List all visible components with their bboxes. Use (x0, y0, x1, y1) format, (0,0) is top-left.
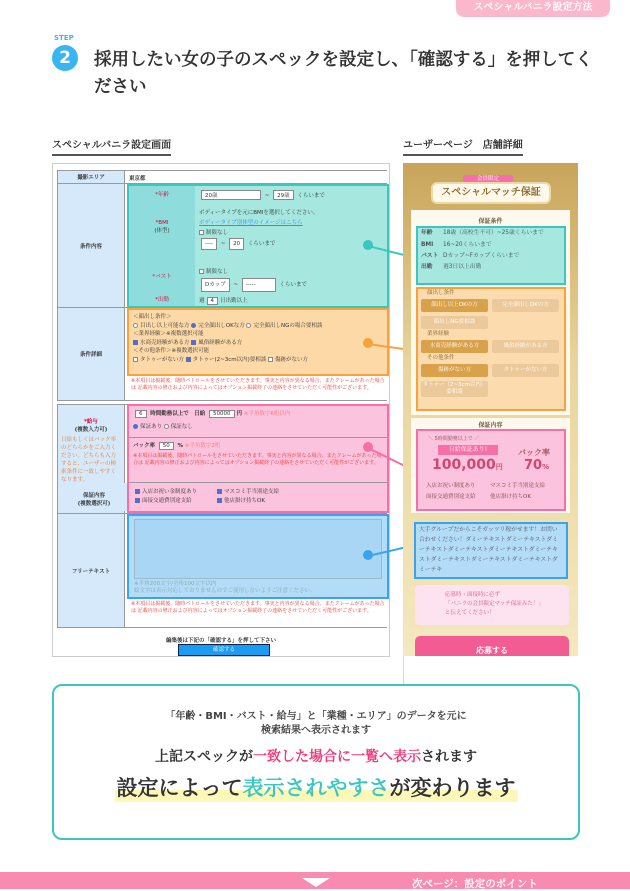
face-chip: 顔出し以上OKの方 (421, 299, 488, 312)
bmi-no-limit-checkbox[interactable]: 制限なし (206, 230, 229, 236)
message-line: 「バニラの会員限定マッチ保証みた！」 (445, 601, 544, 607)
perk: 他店掛け持ちOK (490, 494, 531, 500)
cond-key: BMI (421, 242, 434, 248)
detail-label: 条件詳細 (57, 308, 125, 400)
phone-conditions (416, 226, 566, 285)
cond-value: Dカップ~Fカップくらいまで (443, 253, 520, 259)
info-line4a: 設定によって (116, 776, 243, 800)
phone-free-text: 大手グループだからこそガッツリ稼がせます！お問い合わせください！ダミーテキストダミーテキストダミーテキストダミーテキストダミーテキストダミーテキストダミーテキストダミーテキストダミーテキストダミーテキ (414, 522, 568, 579)
info-line2: 検索結果へ表示されます (261, 725, 371, 736)
conditions-label: 条件内容 (57, 184, 125, 307)
step-label: STEP (54, 34, 74, 42)
age-to-select[interactable]: 29歳 (273, 190, 294, 200)
perk: マスコミ手当別途支給 (490, 483, 546, 489)
no-guarantee-radio[interactable]: 保証なし (170, 424, 193, 430)
guarantee-radio[interactable]: 保証あり (140, 424, 163, 430)
other-chip: 傷跡がない方 (421, 364, 488, 377)
other-chip: タトゥーがない方 (492, 364, 559, 377)
info-box (52, 684, 580, 840)
cond-value: 16~20くらいまで (443, 242, 492, 248)
face-option[interactable]: 完全顔出しNGの場合要相談 (253, 322, 323, 329)
attend-suffix: 日出勤以上 (220, 298, 248, 304)
next-page-link[interactable]: 次ページ：設定のポイント (412, 878, 538, 890)
face-heading: 顔出し条件 (427, 290, 455, 296)
info-line4c: が変わります (389, 776, 516, 800)
daily-note: ※半角数字6桁以内 (243, 411, 291, 417)
perk: 入店お祝い制度あり (426, 483, 476, 489)
age-from-select[interactable]: 20歳 (201, 190, 261, 200)
submit-note: 編集後は下記の「確認する」を押して下さい (165, 638, 276, 644)
hours-select[interactable]: 6 (135, 410, 147, 418)
exp-chip: 風俗経験がある方 (492, 340, 559, 353)
back-rate: 70 (524, 458, 543, 473)
special-match-badge: スペシャルマッチ保証 (431, 182, 551, 204)
message-line: 応募時・面接時に必ず (445, 592, 501, 598)
cond-key: バスト (421, 253, 439, 259)
face-chip: 顔出しNG要相談 (421, 316, 488, 329)
notice-text: ※本項目は掲載後、随時パトロールをさせていただきます。事実と内容が異なる場合、またクレームがあった場合は 記載内容の修正および内容によってはオプション掲載終了の連絡をさせていただく可能性がございます。 (131, 378, 385, 391)
info-line3a: 上記スペックが (155, 749, 253, 765)
guarantee-option[interactable]: 他店掛け持ちOK (224, 498, 265, 504)
bust-label: *バスト (152, 274, 172, 280)
face-head: ＜顔出し条件＞ (133, 314, 172, 320)
phone-details (416, 287, 566, 411)
bust-to-select[interactable]: ----- (242, 278, 276, 292)
message-line: と伝えてください！ (445, 610, 495, 616)
bmi-sub: (体型) (154, 228, 170, 234)
face-option[interactable]: 完全顔出しOKな方 (198, 322, 245, 329)
cond-key: 出勤 (421, 264, 433, 270)
content-heading: 保証内容 (478, 422, 503, 429)
other-option[interactable]: 傷跡がない方 (275, 356, 309, 363)
free-text-label: フリーテキスト (57, 514, 125, 627)
attendance-label: *出勤 (155, 297, 169, 303)
section-tab: スペシャルバニラ設定方法 (456, 0, 610, 17)
free-text-highlight (127, 514, 389, 599)
bmi-note: ボディータイプを元にBMIを選択してください。 (199, 210, 319, 216)
hours-note: ＼ 5時間勤務以上で ／ (428, 436, 480, 442)
right-caption: ユーザーページ 店舗詳細 (403, 136, 523, 156)
bmi-from-select[interactable]: ---- (201, 238, 217, 250)
guarantee-option[interactable]: マスコミ手当別途支給 (224, 489, 280, 495)
guarantee-option[interactable]: 入店お祝い金制度あり (142, 489, 198, 495)
salary-sub: (複数入力可) (74, 427, 108, 433)
cond-value: 18歳（高校生不可）~25歳くらいまで (443, 230, 544, 236)
info-line1: 「年齢・BMI・バスト・給与」と「業種・エリア」のデータを元に (165, 711, 467, 722)
back-note: ※半角数字2桁 (184, 443, 221, 449)
area-value: 東京都 (129, 176, 146, 182)
bmi-link[interactable]: ボディータイプ別体型のイメージはこちら (199, 220, 303, 226)
cond-key: 年齢 (421, 230, 433, 236)
back-label: バック率 (133, 443, 156, 449)
until-text: くらいまで (279, 282, 308, 288)
yen: 円 (495, 463, 503, 471)
exp-option[interactable]: 水商売経験がある方 (140, 339, 190, 346)
percent: % (177, 443, 184, 449)
bust-no-limit-checkbox[interactable]: 制限なし (206, 269, 229, 275)
daily-tag: 日給保証あり! (438, 445, 498, 455)
salary-help: 日給もしくはバック率のどちらかをご入力ください。どちらも入力すると、ユーザーの検索条件に一致しやすくなります。 (61, 437, 117, 483)
attend-prefix: 週 (199, 298, 205, 304)
notice-text: ※本項目は掲載後、随時パトロールをさせていただきます。事実と内容が異なる場合、またクレームがあった場合は 記載内容の修正および内容によってはオプション掲載終了の連絡をさせていただく可能性がございます。 (131, 601, 385, 614)
user-page-preview (403, 163, 578, 656)
salary-label: *給与 (84, 419, 98, 425)
down-arrow-icon (302, 878, 330, 887)
guarantee-sub: (複数選択可) (77, 501, 111, 507)
age-label: *年齢 (155, 192, 169, 198)
other-chip: タトゥー（2~3cm以内）要相談 (422, 382, 487, 395)
guarantee-label: 保証内容 (82, 493, 105, 499)
members-only-badge: 会員限定 (463, 175, 513, 184)
phone-guarantee (416, 429, 566, 511)
info-line4-highlight: 表示されやすさ (242, 776, 390, 800)
step-number: 2 (52, 45, 78, 71)
guarantee-option[interactable]: 面接交通費別途支給 (142, 498, 192, 504)
conditions-heading: 保証条件 (478, 218, 503, 225)
yen: 円 (236, 411, 243, 417)
bmi-label: *BMI (155, 220, 169, 226)
percent: % (542, 463, 550, 471)
confirm-button[interactable]: 確認する (178, 644, 270, 656)
exp-head: ＜業界経験＞※複数選択可能 (133, 331, 204, 337)
exp-chip: 水商売経験がある方 (421, 340, 488, 353)
face-option[interactable]: 目出し以上可能な方 (140, 322, 190, 329)
daily-amount: 100,000 (432, 457, 496, 473)
bmi-to-select[interactable]: 20 (229, 238, 244, 250)
notice-text: ※本項目は掲載後、随時パトロールをさせていただきます。事実と内容が異なる場合、またクレームがあった場合は 記載内容の修正および内容によってはオプション掲載終了の連絡をさせていただく可能性がございます。 (133, 453, 382, 466)
until-text: くらいまで (247, 241, 276, 247)
detail-highlight (127, 308, 389, 376)
settings-form-screenshot (52, 163, 390, 657)
footer-bar (0, 872, 630, 889)
hours-text: 時間勤務以上で 日給 (150, 411, 206, 417)
until-text: くらいまで (297, 193, 325, 199)
other-heading: その他条件 (427, 355, 455, 361)
other-option[interactable]: タトゥー(2~3cm以内)要相談 (192, 356, 267, 363)
exp-heading: 業界経験 (427, 331, 450, 337)
exp-option[interactable]: 風俗経験がある方 (198, 339, 243, 346)
free-note: ※半角200文字/全角100文字以内 (134, 581, 217, 587)
conditions-highlight: *年齢 20歳 ~ 29歳 くらいまで *BMI (体型) ボディータイプを元にBMIを選択してください。 ボディータイプ別体型のイメージはこちら 制限なし ---- ~ 20 くらいまで *バスト 制限なし Dカップ ~ ----- くらいまで *出勤 週 4 日出勤以上 (127, 184, 389, 308)
attendance-select[interactable]: 4 (207, 297, 219, 305)
back-rate-label: バック率 (518, 448, 550, 457)
left-caption: スペシャルバニラ設定画面 (52, 136, 171, 156)
perk: 面接交通費別途支給 (426, 494, 476, 500)
area-label: 撮影エリア (57, 171, 125, 183)
info-line3c: されます (421, 749, 477, 765)
other-option[interactable]: タトゥーがない方 (140, 356, 184, 363)
free-text-area[interactable] (134, 519, 382, 579)
free-note: 絵文字は表示対応しておりませんのでご使用しないようご注意ください。 (134, 588, 316, 594)
face-chip: 完全顔出しOKの方 (492, 299, 559, 312)
other-head: ＜その他条件＞※複数選択可能 (133, 348, 210, 354)
phone-message (415, 585, 569, 625)
back-input[interactable]: 50 (159, 442, 174, 450)
daily-input[interactable]: 50000 (209, 410, 235, 418)
bust-from-select[interactable]: Dカップ (201, 278, 230, 292)
apply-button[interactable]: 応募する (415, 636, 569, 656)
cond-value: 週3日以上出勤 (443, 264, 482, 270)
info-line3-highlight: 一致した場合に一覧へ表示 (253, 749, 421, 765)
page-title: 採用したい女の子のスペックを設定し、「確認する」を押してください (94, 50, 593, 97)
